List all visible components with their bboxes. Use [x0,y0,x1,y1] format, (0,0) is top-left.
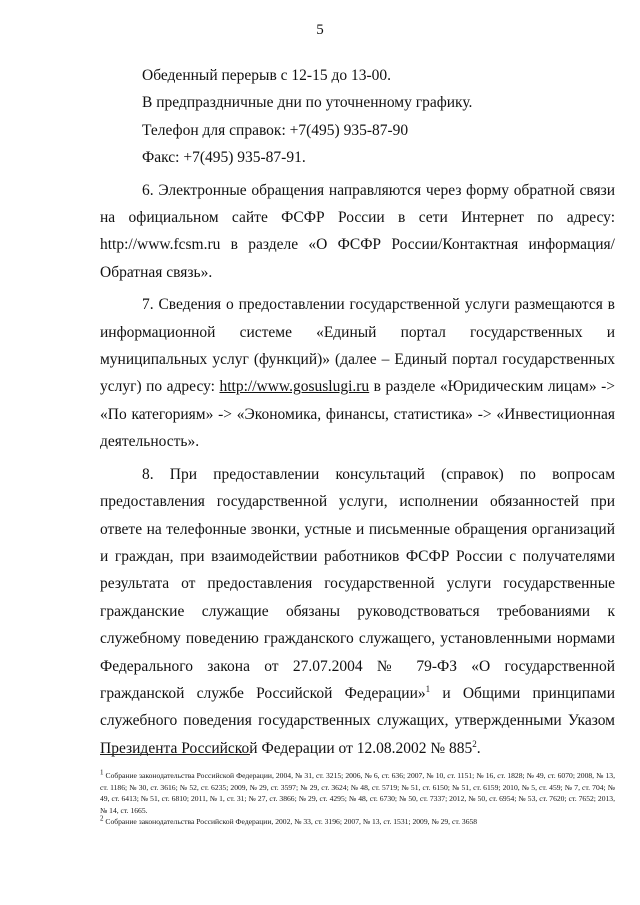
page-number: 5 [316,22,324,38]
footnotes [100,770,615,828]
fax-line: Факс: +7(495) 935-87-91. [142,149,306,167]
footnote-ref-2[interactable]: 2 [472,738,477,749]
paragraph-8-text-2: и Общими принципами служебного поведения государственных служащих, утвержденными Указом Президента Российской Федерации от 12.08.2002 № 885 [100,684,615,757]
holiday-schedule-line: В предпраздничные дни по уточненному графику. [142,94,473,112]
phone-line: Телефон для справок: +7(495) 935-87-90 [142,121,409,139]
footnote-1-mark: 1 [100,768,104,777]
paragraph-7-text-end: в разделе «Юридическим лицам» -> «По категориям» -> «Экономика, финансы, статистика» -> «Инвестиционная деятельность». [100,378,615,451]
footnote-2-text: Собрание законодательства Российской Федерации, 2002, № 33, ст. 3196; 2007, № 13, ст. 1531; 2009, № 29, ст. 3658 [103,817,478,827]
paragraph-7-text-start: 7. Сведения о предоставлении государственной услуги размещаются в информационной системе «Единый портал государственных и муниципальных услуг (функций)» (далее – Единый портал государственных услуг) по адресу: [100,296,615,396]
paragraph-8 [100,461,615,762]
paragraph-6: 6. Электронные обращения направляются через форму обратной связи на официальном сайте ФСФР России в сети Интернет по адресу: http://www.fcsm.ru в разделе «О ФСФР России/Контактная информация/Обратная связь». [100,181,615,281]
footnote-1-text: Собрание законодательства Российской Федерации, 2004, № 31, ст. 3215; 2006, № 6, ст. 636; 2007, № 10, ст. 1151; № 16, ст. 1828; № 49, ст. 6070; 2008, № 13, ст. 1186; № 30, ст. 3616; № 52, ст. 6235; 2009, № 29, ст. 3597; № 29, ст. 3624; № 48, ст. 5719; № 51, ст. 6150; № 51, ст. 6159; 2010, № 5, ст. 459; № 7, ст. 704; № 49, ст. 6413; № 51, ст. 6810; 2011, № 1, ст. 31; № 27, ст. 3866; № 29, ст. 4295; № 48, ст. 6730; № 50, ст. 7337; 2012, № 50, ст. 6954; № 53, ст. 7620; ст. 7652; 2013, № 14, ст. 1665. [100,771,615,815]
footnote-2-mark: 2 [100,814,104,823]
paragraph-8-text-3: . [476,739,481,757]
gosuslugi-link[interactable]: http://www.gosuslugi.ru [219,378,370,396]
footnote-2 [100,816,615,828]
paragraph-8-text-1: 8. При предоставлении консультаций (справок) по вопросам предоставления государственной услуги, исполнении обязанностей при ответе на телефонные звонки, устные и письменные обращения организаций и граждан, при взаимодействии работников ФСФР России с получателями результата от предоставления государственной услуги государственные гражданские служащие обязаны руководствоваться требованиями к служебному поведению гражданского служащего, установленными нормами Федерального закона от 27.07.2004 № 79-ФЗ «О государственной гражданской службе Российской Федерации» [100,465,615,702]
footnote-divider [100,754,250,755]
lunch-break-line: Обеденный перерыв с 12-15 до 13-00. [142,67,391,84]
footnote-1 [100,770,615,816]
footnote-ref-1[interactable]: 1 [425,683,431,694]
paragraph-7 [100,291,615,455]
document-body [100,62,615,762]
